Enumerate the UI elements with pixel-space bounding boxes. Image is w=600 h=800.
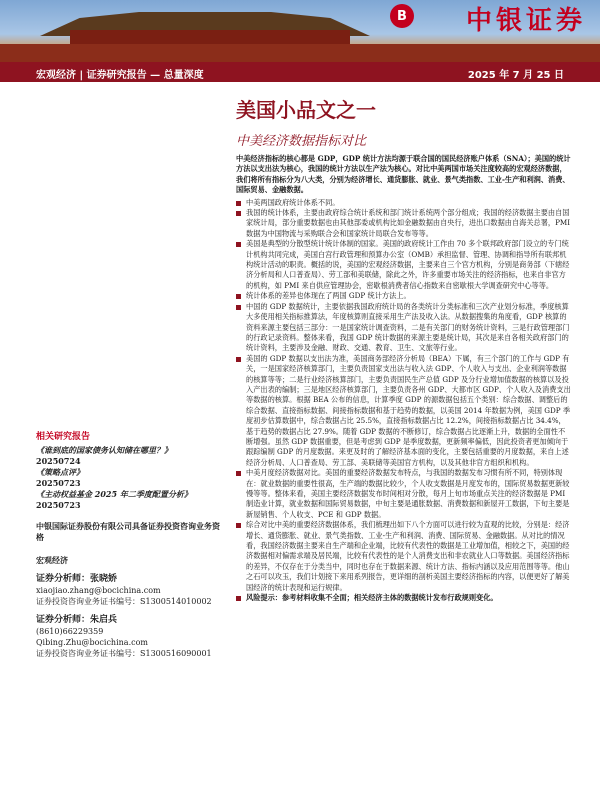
related-report-title[interactable]: 《策略点评》 <box>36 467 84 477</box>
bullet-item: 中美月度经济数据对比。美国的重要经济数据发布特点，与我国的数据发布习惯有所不同，特别体现在：就业数据的重要性很高，生产端的数据比较少，个人收支数据是月度发布的，国际贸易数据更新较慢等等。整体来看，美国主要经济数据发布时间相对分散，每月上旬市场重点关注的经济数据是 PMI 制造业计算，就业数据和国际贸易数据，中旬主要是通胀数据、消费数据和新屋开工数据，下旬主要是新屋销售、个人收支、PCE 和 GDP 数据。 <box>236 468 572 520</box>
bullet-item: 综合对比中美的重要经济数据体系，我们梳理出如下八个方面可以进行较为直观的比较，分别是：经济增长、通货膨胀、就业、景气类指数、工业-生产和利润、消费、国际贸易、金融数据。从对比的情况看，我国经济数据主要来自生产端和企业端，比较有代表性的数据是工业增加值，相较之下，美国的经济数据相对偏需求端及居民端，比较有代表性的是个人消费支出和非农就业人口等数据。美国经济指标的差异，不仅存在于分类当中，同时也存在于数据来源、统计方法、指标内涵以及应用范围等等。他山之石可以攻玉，我们计划接下来用系列报告，更详细的剖析美国主要经济指标的内容，以便更好了解美国经济的统计表现和运行规律。 <box>236 520 572 593</box>
report-category: 宏观经济 | 证券研究报告 — 总量深度 <box>36 70 204 81</box>
analyst-name-line <box>36 615 226 626</box>
brand-logo-text: 中银证券 <box>465 6 586 36</box>
company-qualification: 中银国际证券股份有限公司具备证券投资咨询业务资格 <box>36 521 220 542</box>
bullet-item: 我国的统计体系，主要由政府综合统计系统和部门统计系统两个部分组成；我国的经济数据主要由自国家统计局，部分重要数据也由其他部委或机构比如金融数据由自央行，进出口数据由自海关总署，PMI 数据为中国物流与采购联合会和国家统计局联合发布等等。 <box>236 208 572 239</box>
related-report-date: 20250723 <box>36 478 81 488</box>
report-date: 2025 年 7 月 25 日 <box>467 70 564 81</box>
analyst-name: 张晓娇 <box>90 574 118 584</box>
bullet-item: 美国是典型的分散型统计统计体制的国家。美国的政府统计工作由 70 多个联邦政府部门设立的专门统计机构共同完成，美国白宫行政管理和预算办公室（OMB）承担监督、管理、协调和指导所有联邦机构统计活动的职责。概括的说，美国的宏观经济数据，主要来自三个官方机构，分别是商务部（下辖经济分析局和人口普查局）、劳工部和美联储，除此之外，许多重要市场关注的经济指标，也来自非官方的机构，如 PMI 来自供应管理协会，密歇根消费者信心指数来自密歇根大学调查研究中心等等。 <box>236 239 572 291</box>
bullet-item: 统计体系的差异也体现在了两国 GDP 统计方法上。 <box>236 291 572 301</box>
main-content <box>236 154 572 603</box>
analyst-name-line <box>36 574 226 585</box>
related-report[interactable] <box>36 489 226 511</box>
related-report-title[interactable]: 《谁到底的国家债务认知储在哪里？》 <box>36 445 172 455</box>
analyst-card <box>36 574 226 607</box>
related-report-date: 20250723 <box>36 500 81 510</box>
analyst-phone: (8610)66229359 <box>36 627 104 636</box>
analyst-name: 朱启兵 <box>90 615 118 625</box>
sidebar <box>36 432 226 659</box>
summary-paragraph: 中美经济指标的核心都是 GDP，GDP 统计方法均源于联合国的国民经济账户体系（SNA）；美国的统计方法以支出法为核心，我国的统计方法以生产法为核心。对比中美两国市场关注度较高的宏观经济数据，我们将所有指标分为八大类，分别为经济增长、通货膨胀、就业、景气类指数、工业-生产和利润、消费、国际贸易、金融数据。 <box>236 154 571 195</box>
analyst-role: 证券分析师： <box>36 615 91 625</box>
analyst-email[interactable]: xiaojiao.zhang@bocichina.com <box>36 586 161 595</box>
palace-wall-graphic <box>0 44 600 62</box>
header-banner-image <box>0 0 600 62</box>
risk-warning: 风险提示：参考材料收集不全面；相关经济主体的数据统计发布行政规则变化。 <box>236 593 572 603</box>
category-bar <box>0 62 600 82</box>
related-report[interactable] <box>36 445 226 467</box>
related-report-title[interactable]: 《主动权益基金 2025 年二季度配置分析》 <box>36 489 192 499</box>
bullet-item: 中国的 GDP 数据统计，主要依据我国政府统计局的各类统计分类标准和三次产业划分标准，季度核算大多使用相关指标推算法，年度核算则直接采用生产法及收入法。从数据搜集的角度看，GDP 核算的资料来源主要包括三部分：一是国家统计调查资料，二是有关部门的财务统计资料，三是行政管理部门的行政记录资料。整体来看，我国 GDP 统计数据的来源主要是统计局，其次是来自各相关政府部门的统计资料，主要涉及金融、财政、交通、教育、卫生、文旅等行业。 <box>236 302 572 354</box>
analyst-license: 证券投资咨询业务证书编号：S1300514010002 <box>36 597 212 606</box>
analyst-email[interactable]: Qibing.Zhu@bocichina.com <box>36 638 148 647</box>
sector-label: 宏观经济 <box>36 555 68 565</box>
bank-logo-icon: B <box>390 4 414 28</box>
report-title: 美国小品文之一 <box>236 98 376 122</box>
related-report[interactable] <box>36 467 226 489</box>
analyst-license: 证券投资咨询业务证书编号：S1300516090001 <box>36 649 212 658</box>
report-subtitle: 中美经济数据指标对比 <box>236 134 367 149</box>
related-reports-heading: 相关研究报告 <box>36 432 91 442</box>
analyst-role: 证券分析师： <box>36 574 91 584</box>
analyst-card <box>36 615 226 659</box>
bullet-item: 美国的 GDP 数据以支出法为准，美国商务部经济分析局（BEA）下属，有三个部门的工作与 GDP 有关，一是国家经济核算部门，主要负责国家支出法与收入法 GDP、个人收入与支出、企业利润等数据的核算等等；二是行业经济核算部门，主要负责国民生产总值 GDP 及分行业增加值数据的核算以及投入产出表的编制；三是地区经济核算部门，主要负责各州 GDP、大都市区 GDP、个人收入及消费支出等数据的核算。根据 BEA 公布的信息，计算季度 GDP 的源数据包括五个类别：综合数据、调整后的综合数据、直接指标数据、间接指标数据和基于趋势的数据，以美国 2014 年数据为例，美国 GDP 季度初步估算数据中，综合数据占比 25.5%，直接指标数据占比 12.2%，间接指标数据占比 34.4%，基于趋势的数据占比 27.9%。随着 GDP 数据的不断修订，综合数据占比逐渐上升，数据的全面性不断增强。虽然 GDP 数据重要，但是考虑到 GDP 是季度数据，更新频率偏低，因此投资者更加倾向于跟踪编制 GDP 的月度数据。来更及时的了解经济基本面的变化，主要包括重要的月度数据，来自上述经济分析局、人口普查局、劳工部、美联储等美国官方机构，以及其他非官方组织和机构。 <box>236 354 572 468</box>
bullet-item: 中美两国政府统计体系不同。 <box>236 198 572 208</box>
related-report-date: 20250724 <box>36 456 81 466</box>
